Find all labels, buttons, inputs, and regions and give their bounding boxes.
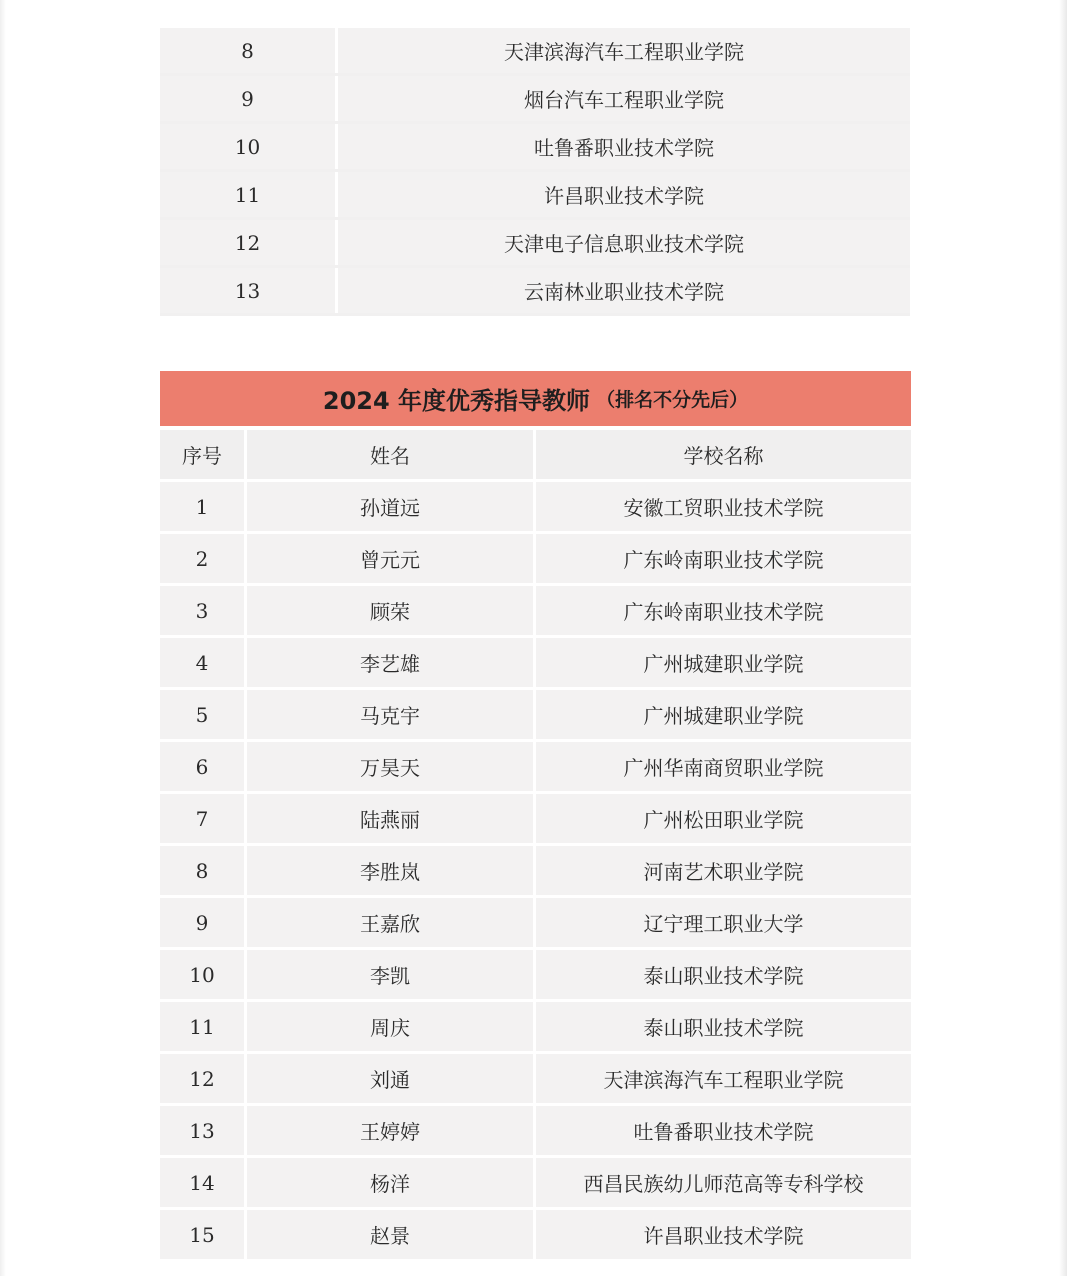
banner-subtitle: （排名不分先后） <box>596 389 749 411</box>
table-row <box>160 638 911 687</box>
teacher-name: 顾荣 <box>247 586 536 635</box>
table-row <box>160 742 911 791</box>
teacher-name: 万昊天 <box>247 742 536 791</box>
school-name: 吐鲁番职业技术学院 <box>633 1120 814 1144</box>
table-row <box>160 794 911 843</box>
row-index: 2 <box>160 534 247 583</box>
row-index: 14 <box>160 1158 247 1207</box>
school-name: 广东岭南职业技术学院 <box>623 548 824 572</box>
row-index: 13 <box>160 1106 247 1155</box>
school-name: 泰山职业技术学院 <box>643 964 804 988</box>
row-index: 11 <box>160 1002 247 1051</box>
school-list-table <box>160 28 910 316</box>
table-row <box>160 690 911 739</box>
table-row <box>160 1002 911 1051</box>
row-index: 7 <box>160 794 247 843</box>
table-row <box>160 586 911 635</box>
table-header-row <box>160 430 911 479</box>
teacher-name: 马克宇 <box>247 690 536 739</box>
page-edge-left <box>0 0 6 1276</box>
school-name: 广东岭南职业技术学院 <box>623 600 824 624</box>
teacher-name: 刘通 <box>247 1054 536 1103</box>
table-row <box>160 220 910 265</box>
school-name: 泰山职业技术学院 <box>643 1016 804 1040</box>
teacher-table-banner <box>160 371 911 426</box>
header-school: 学校名称 <box>683 444 764 468</box>
teacher-name: 赵景 <box>247 1210 536 1259</box>
table-row <box>160 898 911 947</box>
school-name: 云南林业职业技术学院 <box>524 280 724 304</box>
banner-title: 2024 年度优秀指导教师 <box>322 387 591 415</box>
teacher-name: 李艺雄 <box>247 638 536 687</box>
page-edge-right <box>1059 0 1067 1276</box>
table-row <box>160 534 911 583</box>
table-row <box>160 76 910 121</box>
teacher-name: 孙道远 <box>247 482 536 531</box>
row-number: 13 <box>160 268 338 313</box>
teacher-name: 王婷婷 <box>247 1106 536 1155</box>
school-name: 天津电子信息职业技术学院 <box>504 232 744 256</box>
table-row <box>160 28 910 73</box>
row-number: 10 <box>160 124 338 169</box>
school-name: 许昌职业技术学院 <box>643 1224 804 1248</box>
row-index: 6 <box>160 742 247 791</box>
school-name: 辽宁理工职业大学 <box>643 912 804 936</box>
row-index: 5 <box>160 690 247 739</box>
school-name: 西昌民族幼儿师范高等专科学校 <box>583 1172 864 1196</box>
table-row <box>160 1158 911 1207</box>
table-row <box>160 172 910 217</box>
school-name: 天津滨海汽车工程职业学院 <box>603 1068 844 1092</box>
table-row <box>160 1106 911 1155</box>
row-index: 9 <box>160 898 247 947</box>
row-number: 12 <box>160 220 338 265</box>
school-name: 安徽工贸职业技术学院 <box>623 496 824 520</box>
teacher-name: 王嘉欣 <box>247 898 536 947</box>
table-row <box>160 950 911 999</box>
teacher-name: 周庆 <box>247 1002 536 1051</box>
school-name: 河南艺术职业学院 <box>643 860 804 884</box>
row-index: 10 <box>160 950 247 999</box>
school-name: 广州城建职业学院 <box>643 652 804 676</box>
school-name: 天津滨海汽车工程职业学院 <box>504 40 744 64</box>
teacher-table <box>160 430 911 1262</box>
school-name: 吐鲁番职业技术学院 <box>534 136 714 160</box>
table-row <box>160 1054 911 1103</box>
teacher-name: 李凯 <box>247 950 536 999</box>
row-index: 12 <box>160 1054 247 1103</box>
teacher-name: 杨洋 <box>247 1158 536 1207</box>
table-row <box>160 1210 911 1259</box>
school-name: 广州华南商贸职业学院 <box>623 756 824 780</box>
row-index: 15 <box>160 1210 247 1259</box>
teacher-name: 李胜岚 <box>247 846 536 895</box>
school-name: 烟台汽车工程职业学院 <box>524 88 724 112</box>
table-row <box>160 268 910 313</box>
row-number: 11 <box>160 172 338 217</box>
header-index: 序号 <box>160 430 247 479</box>
row-index: 1 <box>160 482 247 531</box>
header-name: 姓名 <box>247 430 536 479</box>
row-index: 3 <box>160 586 247 635</box>
table-row <box>160 482 911 531</box>
table-row <box>160 124 910 169</box>
row-number: 8 <box>160 28 338 73</box>
row-number: 9 <box>160 76 338 121</box>
school-name: 广州松田职业学院 <box>643 808 804 832</box>
row-index: 4 <box>160 638 247 687</box>
teacher-name: 曾元元 <box>247 534 536 583</box>
school-name: 许昌职业技术学院 <box>544 184 704 208</box>
teacher-name: 陆燕丽 <box>247 794 536 843</box>
school-name: 广州城建职业学院 <box>643 704 804 728</box>
row-index: 8 <box>160 846 247 895</box>
table-row <box>160 846 911 895</box>
